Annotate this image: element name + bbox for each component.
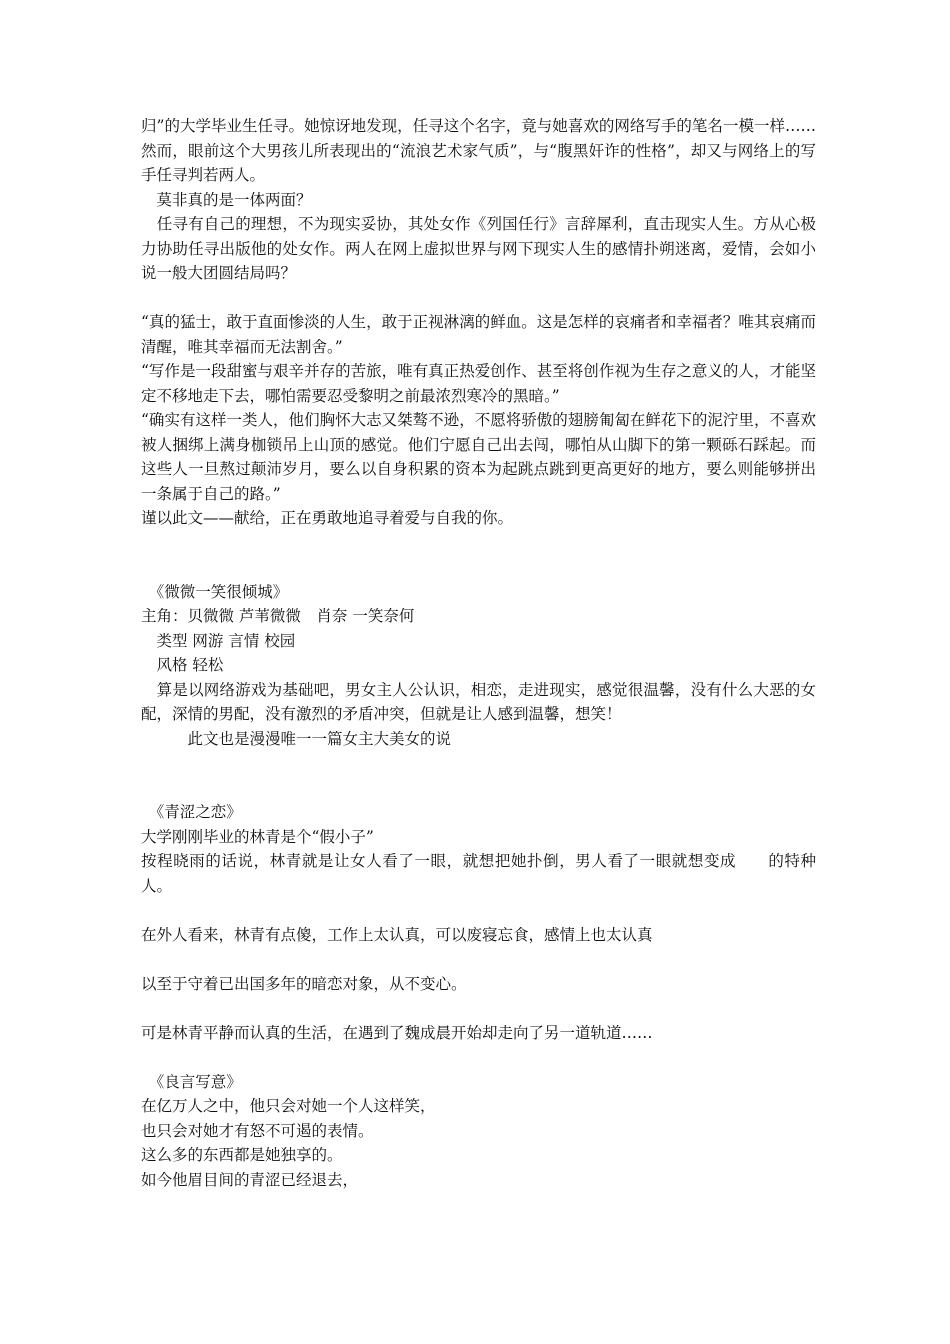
book-note: 此文也是漫漫唯一一篇女主大美女的说 bbox=[141, 729, 452, 748]
dedication: 谨以此文——献给，正在勇敢地追寻着爱与自我的你。 bbox=[141, 509, 514, 527]
book-title: 《良言写意》 bbox=[141, 1072, 242, 1091]
quote-paragraph: “真的猛士，敢于直面惨淡的人生，敢于正视淋漓的鲜血。这是怎样的哀痛者和幸福者？唯其哀痛而清醒，唯其幸福而无法割舍。” bbox=[141, 313, 816, 356]
book-style: 风格 轻松 bbox=[141, 656, 224, 674]
paragraph: 任寻有自己的理想，不为现实妥协，其处女作《列国任行》言辞犀利，直击现实人生。方从心极力协助任寻出版他的处女作。两人在网上虚拟世界与网下现实人生的感情扑朔迷离，爱情，会如小说一般大团圆结局吗？ bbox=[141, 215, 816, 282]
quote-paragraph: “写作是一段甜蜜与艰辛并存的苦旅，唯有真正热爱创作、甚至将创作视为生存之意义的人，才能坚定不移地走下去，哪怕需要忍受黎明之前最浓烈寒冷的黑暗。” bbox=[141, 362, 816, 405]
blank-line bbox=[141, 996, 816, 1021]
paragraph: 可是林青平静而认真的生活，在遇到了魏成晨开始却走向了另一道轨道…… bbox=[141, 1023, 653, 1042]
book-title: 《微微一笑很倾城》 bbox=[141, 582, 289, 601]
paragraph: 在外人看来，林青有点傻，工作上太认真，可以废寝忘食，感情上也太认真 bbox=[141, 925, 653, 944]
paragraph: 按程晓雨的话说，林青就是让女人看了一眼，就想把她扑倒，男人看了一眼就想变成 的特种人。 bbox=[141, 852, 816, 895]
paragraph: 以至于守着已出国多年的暗恋对象，从不变心。 bbox=[141, 974, 467, 993]
blank-line bbox=[141, 1045, 816, 1070]
paragraph: 如今他眉目间的青涩已经退去， bbox=[141, 1170, 359, 1189]
blank-line bbox=[141, 531, 816, 580]
paragraph: 这么多的东西都是她独享的。 bbox=[141, 1146, 343, 1164]
book-title: 《青涩之恋》 bbox=[141, 803, 242, 821]
blank-line bbox=[141, 286, 816, 311]
paragraph: 在亿万人之中，他只会对她一个人这样笑， bbox=[141, 1097, 436, 1115]
paragraph: 也只会对她才有怒不可遏的表情。 bbox=[141, 1121, 374, 1140]
book-roles: 主角：贝微微 芦苇微微 肖奈 一笑奈何 bbox=[141, 607, 415, 625]
paragraph: 莫非真的是一体两面？ bbox=[141, 190, 312, 209]
document-body bbox=[141, 114, 832, 1192]
book-genre: 类型 网游 言情 校园 bbox=[141, 631, 296, 650]
paragraph: 归”的大学毕业生任寻。她惊讶地发现，任寻这个名字，竟与她喜欢的网络写手的笔名一模一样…… 然而，眼前这个大男孩儿所表现出的“流浪艺术家气质”，与“腹黑奸诈的性格”，却又与网络上的写手任寻判若两人。 bbox=[141, 117, 832, 184]
book-review: 算是以网络游戏为基础吧，男女主人公认识，相恋，走进现实，感觉很温馨，没有什么大恶的女配，深情的男配，没有激烈的矛盾冲突，但就是让人感到温馨，想笑！ bbox=[141, 680, 816, 723]
blank-line bbox=[141, 947, 816, 972]
paragraph: 大学刚刚毕业的林青是个“假小子” bbox=[141, 827, 374, 846]
blank-line bbox=[141, 751, 816, 800]
blank-line bbox=[141, 898, 816, 923]
quote-paragraph: “确实有这样一类人，他们胸怀大志又桀骜不逊，不愿将骄傲的翅膀匍匐在鲜花下的泥泞里，不喜欢被人捆绑上满身枷锁吊上山顶的感觉。他们宁愿自己出去闯，哪怕从山脚下的第一颗砾石踩起。而这些人一旦熬过颠沛岁月，要么以自身积累的资本为起跳点跳到更高更好的地方，要么则能够拼出一条属于自己的路。” bbox=[141, 411, 816, 503]
